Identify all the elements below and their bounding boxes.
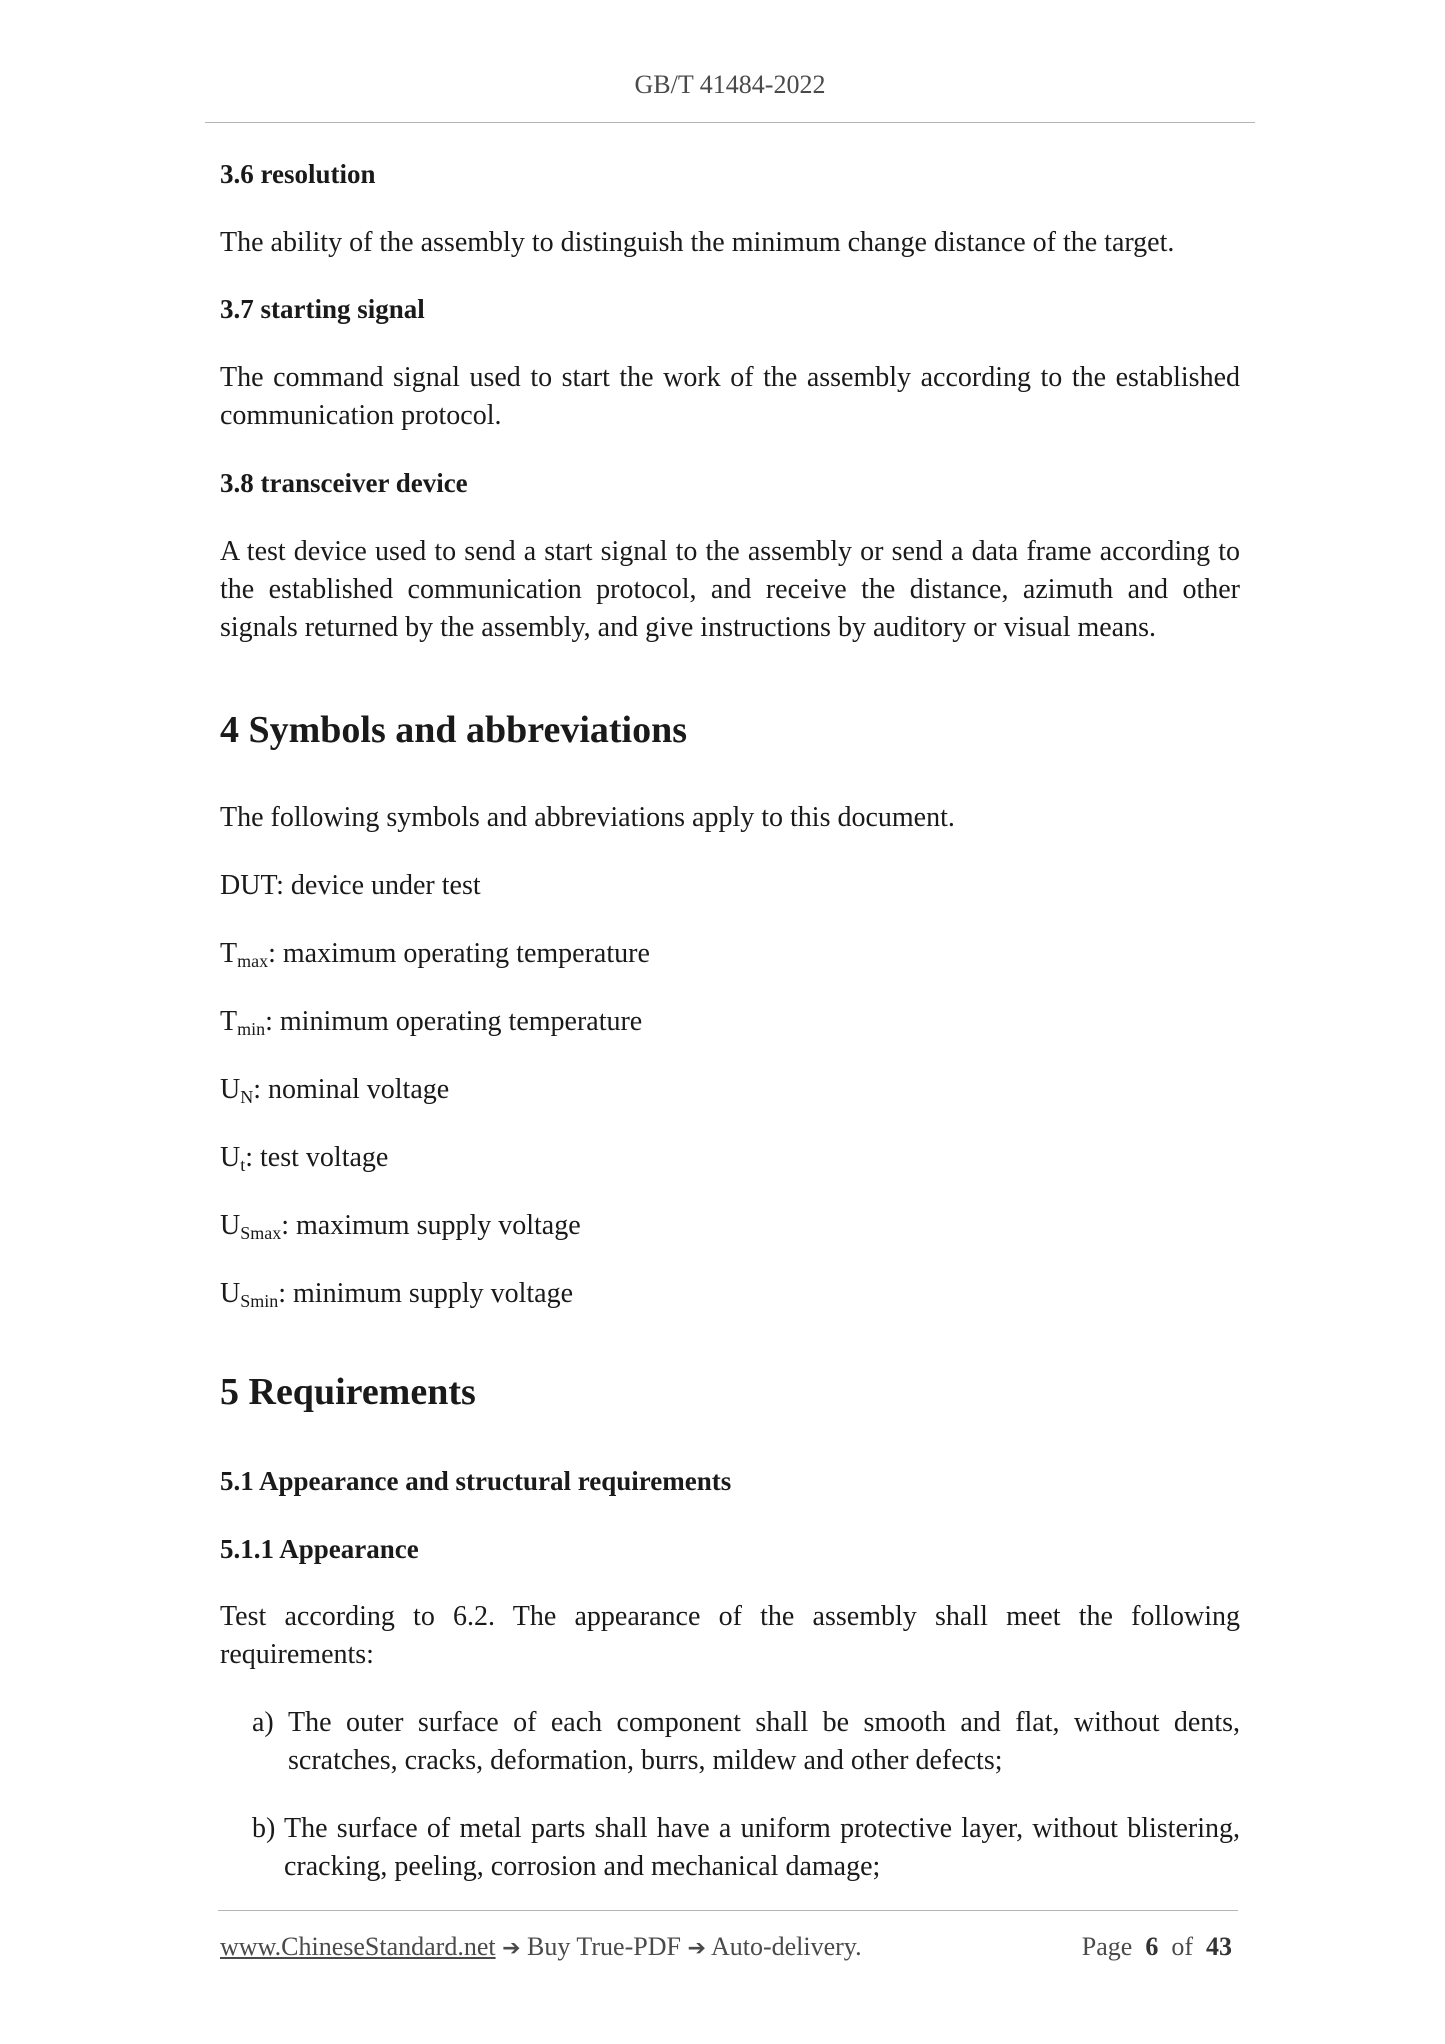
page-total: 43 — [1206, 1932, 1232, 1961]
symbol-subscript: Smax — [240, 1223, 282, 1243]
footer-divider — [218, 1910, 1238, 1911]
symbol-name: T — [220, 1006, 238, 1037]
symbol-description: : minimum supply voltage — [278, 1278, 574, 1309]
symbol-description: : minimum operating temperature — [265, 1006, 643, 1037]
symbol-subscript: t — [240, 1155, 246, 1175]
symbol-subscript: Smin — [240, 1291, 279, 1311]
list-item-text: The outer surface of each component shall be smooth and flat, without dents, scratches, cracks, deformation, burrs, mildew and other defects; — [288, 1707, 1240, 1776]
arrow-right-icon: ➔ — [687, 1936, 706, 1961]
symbol-description: : maximum operating temperature — [268, 938, 650, 969]
symbol-entry — [220, 935, 1240, 973]
symbol-description: : nominal voltage — [253, 1074, 450, 1105]
section-3-7-heading: 3.7 starting signal — [220, 294, 425, 324]
section-3-7-text: The command signal used to start the work of the assembly according to the established communication protocol. — [220, 362, 1240, 431]
symbol-description: : device under test — [276, 870, 481, 901]
list-item-text: The surface of metal parts shall have a uniform protective layer, without blistering, cracking, peeling, corrosion and mechanical damage; — [284, 1813, 1240, 1882]
section-3-8-heading: 3.8 transceiver device — [220, 468, 468, 498]
section-3-8-text: A test device used to send a start signal to the assembly or send a data frame according to the established communication protocol, and receive the distance, azimuth and other signals returned by the assembly, and give instructions by auditory or visual means. — [220, 536, 1240, 643]
list-item — [252, 1704, 1240, 1780]
symbol-entry — [220, 1071, 1240, 1109]
section-4-intro: The following symbols and abbreviations apply to this document. — [220, 802, 955, 833]
symbol-entry — [220, 1207, 1240, 1245]
section-5-1-heading: 5.1 Appearance and structural requirements — [220, 1466, 732, 1496]
page-footer — [220, 1932, 1232, 1962]
page-number: 6 — [1145, 1932, 1159, 1961]
section-4-heading: 4 Symbols and abbreviations — [220, 709, 688, 751]
of-label: of — [1171, 1932, 1193, 1961]
arrow-right-icon: ➔ — [502, 1936, 521, 1961]
section-5-1-1-heading: 5.1.1 Appearance — [220, 1534, 419, 1564]
list-item — [252, 1810, 1240, 1886]
buy-true-pdf-text: Buy True-PDF — [527, 1932, 681, 1961]
document-id-header: GB/T 41484-2022 — [634, 70, 826, 99]
symbol-description: : maximum supply voltage — [281, 1210, 581, 1241]
symbol-entry — [220, 1275, 1240, 1313]
symbol-subscript: N — [240, 1087, 254, 1107]
symbol-name: U — [220, 1210, 241, 1241]
symbol-subscript: min — [237, 1019, 266, 1039]
section-3-6-text: The ability of the assembly to distinguish the minimum change distance of the target. — [220, 227, 1175, 258]
symbol-entry — [220, 1003, 1240, 1041]
list-marker: b) — [252, 1813, 276, 1844]
section-5-heading: 5 Requirements — [220, 1371, 476, 1413]
symbol-name: DUT — [220, 870, 277, 901]
section-3-6-heading: 3.6 resolution — [220, 159, 376, 189]
page-label: Page — [1081, 1932, 1133, 1961]
list-marker: a) — [252, 1707, 274, 1738]
page-indicator — [1082, 1932, 1232, 1962]
symbol-description: : test voltage — [245, 1142, 389, 1173]
website-link[interactable]: www.ChineseStandard.net — [220, 1932, 496, 1961]
symbol-name: U — [220, 1074, 241, 1105]
auto-delivery-text: Auto-delivery. — [710, 1932, 862, 1961]
section-5-1-1-text: Test according to 6.2. The appearance of the assembly shall meet the following requirements: — [220, 1601, 1240, 1670]
header-divider — [205, 122, 1255, 123]
symbol-name: U — [220, 1278, 241, 1309]
symbol-name: T — [220, 938, 238, 969]
symbol-name: U — [220, 1142, 241, 1173]
symbol-subscript: max — [237, 951, 269, 971]
symbol-entry — [220, 867, 1240, 905]
symbol-entry — [220, 1139, 1240, 1177]
